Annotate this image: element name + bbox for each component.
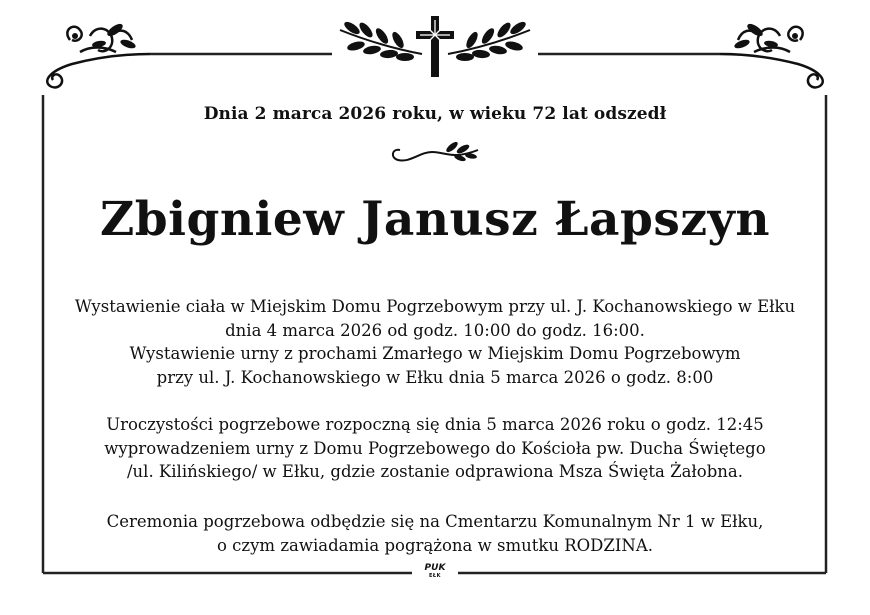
text-line: wyprowadzeniem urny z Domu Pogrzebowego do Kościoła pw. Ducha Świętego (104, 438, 766, 458)
death-announcement-intro: Dnia 2 marca 2026 roku, w wieku 72 lat odszedł (203, 104, 667, 124)
text-line: Ceremonia pogrzebowa odbędzie się na Cmentarzu Komunalnym Nr 1 w Ełku, (106, 512, 764, 531)
text-line: Wystawienie urny z prochami Zmarłego w Miejskim Domu Pogrzebowym (129, 344, 741, 363)
text-line: Wystawienie ciała w Miejskim Domu Pogrzebowym przy ul. J. Kochanowskiego w Ełku (74, 297, 796, 316)
laurel-branch-icon (340, 20, 422, 61)
logo-subtext: EŁK (428, 573, 441, 579)
puk-logo (417, 563, 453, 581)
leaf-divider-icon (393, 140, 478, 162)
laurel-branch-icon (448, 20, 530, 61)
cross-icon (416, 16, 454, 77)
paragraph-ceremony (0, 413, 870, 484)
logo-text: PUK (424, 563, 446, 573)
text-line: dnia 4 marca 2026 od godz. 10:00 do godz. 16:00. (225, 320, 645, 340)
text-line: Uroczystości pogrzebowe rozpoczną się dnia 5 marca 2026 roku o godz. 12:45 (106, 415, 764, 434)
paragraph-burial (0, 510, 870, 557)
text-line: /ul. Kilińskiego/ w Ełku, gdzie zostanie odprawiona Msza Święta Żałobna. (126, 462, 743, 481)
deceased-name: Zbigniew Janusz Łapszyn (99, 192, 770, 247)
corner-scroll-icon (720, 27, 823, 88)
paragraph-viewing (0, 295, 870, 389)
corner-scroll-icon (47, 27, 150, 88)
text-line: przy ul. J. Kochanowskiego w Ełku dnia 5 marca 2026 o godz. 8:00 (156, 367, 714, 387)
text-line: o czym zawiadamia pogrążona w smutku RODZINA. (217, 535, 653, 555)
